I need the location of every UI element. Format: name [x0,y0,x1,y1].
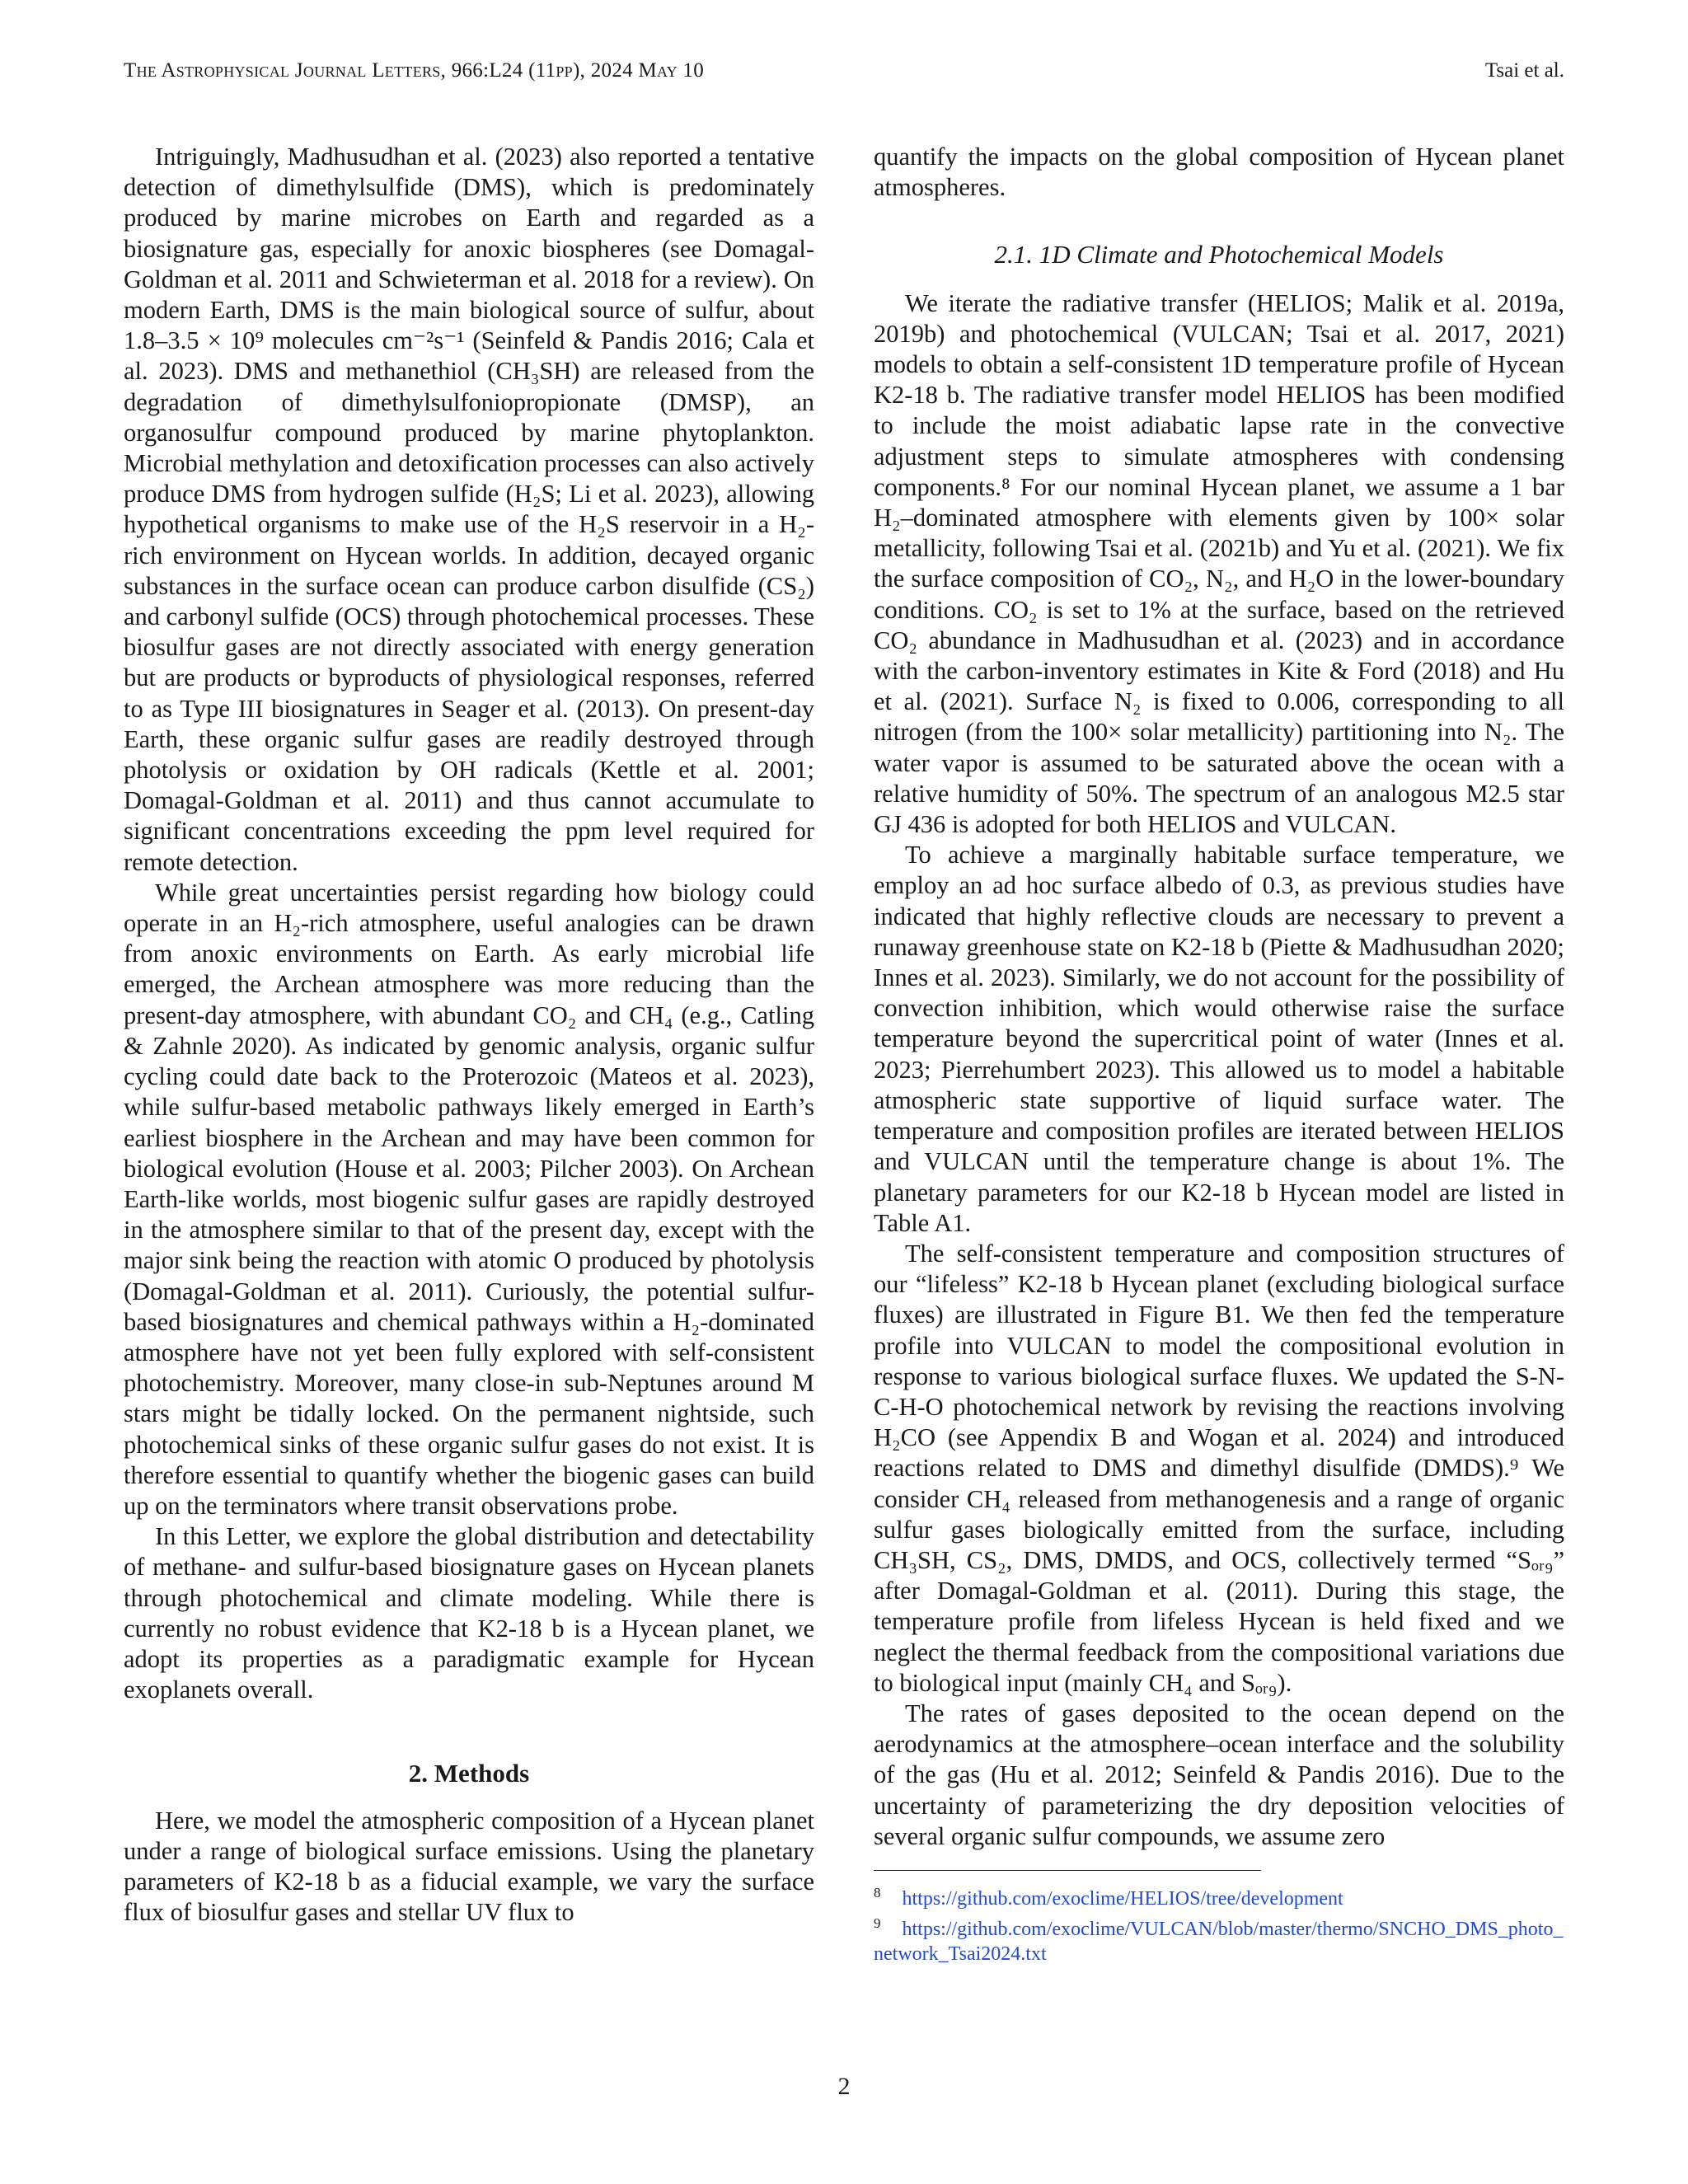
running-header [124,54,1564,87]
paragraph: quantify the impacts on the global composition of Hycean planet atmospheres. [874,143,1564,202]
footnote-link[interactable]: https://github.com/exoclime/HELIOS/tree/development [902,1887,1343,1910]
paragraph: We iterate the radiative transfer (HELIOS; Malik et al. 2019a, 2019b) and photochemical (VULCAN; Tsai et al. 2017, 2021) models to obtain a self-consistent 1D temperature profile of Hycean K2-18 b. The radiative transfer model HELIOS has been modified to include the moist adiabatic lapse rate in the convective adjustment steps to simulate atmospheres with condensing components.⁸ For our nominal Hycean planet, we assume a 1 bar H₂–dominated atmosphere with elements given by 100× solar metallicity, following Tsai et al. (2021b) and Yu et al. (2021). We fix the surface composition of CO₂, N₂, and H₂O in the lower-boundary conditions. CO₂ is set to 1% at the surface, based on the retrieved CO₂ abundance in Madhusudhan et al. (2023) and in accordance with the carbon-inventory estimates in Kite & Ford (2018) and Hu et al. (2021). Surface N₂ is fixed to 0.006, corresponding to all nitrogen (from the 100× solar metallicity) partitioning into N₂. The water vapor is assumed to be saturated above the ocean with a relative humidity of 50%. The spectrum of an analogous M2.5 star GJ 436 is adopted for both HELIOS and VULCAN. [874,288,1564,839]
author-header: Tsai et al. [1484,59,1564,82]
footnote-link[interactable]: https://github.com/exoclime/VULCAN/blob/master/thermo/SNCHO_DMS_photo_network_Tsai2024.txt [874,1918,1564,1965]
footnote-divider [874,1870,1261,1871]
journal-title: The Astrophysical Journal Letters, 966:L24 (11pp), 2024 May 10 [124,59,705,82]
paragraph: Intriguingly, Madhusudhan et al. (2023) also reported a tentative detection of dimethylsulfide (DMS), which is predominately produced by marine microbes on Earth and regarded as a biosignature gas, especially for anoxic biospheres (see Domagal-Goldman et al. 2011 and Schwieterman et al. 2018 for a review). On modern Earth, DMS is the main biological source of sulfur, about 1.8–3.5 × 10⁹ molecules cm⁻²s⁻¹ (Seinfeld & Pandis 2016; Cala et al. 2023). DMS and methanethiol (CH₃SH) are released from the degradation of dimethylsulfoniopropionate (DMSP), an organosulfur compound produced by marine phytoplankton. Microbial methylation and detoxification processes can also actively produce DMS from hydrogen sulfide (H₂S; Li et al. 2023), allowing hypothetical organisms to make use of the H₂S reservoir in a H₂-rich environment on Hycean worlds. In addition, decayed organic substances in the surface ocean can produce carbon disulfide (CS₂) and carbonyl sulfide (OCS) through photochemical processes. These biosulfur gases are not directly associated with energy generation but are products or byproducts of physiological responses, referred to as Type III biosignatures in Seager et al. (2013). On present-day Earth, these organic sulfur gases are readily destroyed through photolysis or oxidation by OH radicals (Kettle et al. 2001; Domagal-Goldman et al. 2011) and thus cannot accumulate to significant concentrations exceeding the ppm level required for remote detection. [124,143,814,876]
footnote-number: 8 [874,1884,881,1900]
left-column [124,142,814,1928]
footnote-number: 9 [874,1915,881,1931]
page-number: 2 [837,2073,851,2100]
paragraph: The self-consistent temperature and composition structures of our “lifeless” K2-18 b Hycean planet (excluding biological surface fluxes) are illustrated in Figure B1. We then fed the temperature profile into VULCAN to model the compositional evolution in response to various biological surface fluxes. We updated the S-N-C-H-O photochemical network by revising the reactions involving H₂CO (see Appendix B and Wogan et al. 2024) and introduced reactions related to DMS and dimethyl disulfide (DMDS).⁹ We consider CH₄ released from methanogenesis and a range of organic sulfur gases biologically emitted from the surface, including CH₃SH, CS₂, DMS, DMDS, and OCS, collectively termed “Sₒᵣ₉” after Domagal-Goldman et al. (2011). During this stage, the temperature profile from lifeless Hycean is held fixed and we neglect the thermal feedback from the compositional variations due to biological input (mainly CH₄ and Sₒᵣ₉). [874,1239,1564,1697]
paragraph: While great uncertainties persist regarding how biology could operate in an H₂-rich atmosphere, useful analogies can be drawn from anoxic environments on Earth. As early microbial life emerged, the Archean atmosphere was more reducing than the present-day atmosphere, with abundant CO₂ and CH₄ (e.g., Catling & Zahnle 2020). As indicated by genomic analysis, organic sulfur cycling could date back to the Proterozoic (Mateos et al. 2023), while sulfur-based metabolic pathways likely emerged in Earth’s earliest biosphere in the Archean and may have been common for biological evolution (House et al. 2003; Pilcher 2003). On Archean Earth-like worlds, most biogenic sulfur gases are rapidly destroyed in the atmosphere similar to that of the present day, except with the major sink being the reaction with atomic O produced by photolysis (Domagal-Goldman et al. 2011). Curiously, the potential sulfur-based biosignatures and chemical pathways within a H₂-dominated atmosphere have not yet been fully explored with self-consistent photochemistry. Moreover, many close-in sub-Neptunes around M stars might be tidally locked. On the permanent nightside, such photochemical sinks of these organic sulfur gases do not exist. It is therefore essential to quantify whether the biogenic gases can build up on the terminators where transit observations probe. [124,878,814,1520]
right-column [874,142,1564,1966]
paragraph: Here, we model the atmospheric composition of a Hycean planet under a range of biological surface emissions. Using the planetary parameters of K2-18 b as a fiducial example, we vary the surface flux of biosulfur gases and stellar UV flux to [124,1806,814,1927]
footnote [874,1881,1564,1911]
paragraph: In this Letter, we explore the global distribution and detectability of methane- and sulfur-based biosignature gases on Hycean planets through photochemical and climate modeling. While there is currently no robust evidence that K2-18 b is a Hycean planet, we adopt its properties as a paradigmatic example for Hycean exoplanets overall. [124,1522,814,1704]
paragraph: The rates of gases deposited to the ocean depend on the aerodynamics at the atmosphere–ocean interface and the solubility of the gas (Hu et al. 2012; Seinfeld & Pandis 2016). Due to the uncertainty of parameterizing the dry deposition velocities of several organic sulfur compounds, we assume zero [874,1699,1564,1850]
subsection-heading: 2.1. 1D Climate and Photochemical Models [994,240,1444,269]
section-heading: 2. Methods [408,1759,530,1788]
paragraph: To achieve a marginally habitable surface temperature, we employ an ad hoc surface albedo of 0.3, as previous studies have indicated that highly reflective clouds are necessary to prevent a runaway greenhouse state on K2-18 b (Piette & Madhusudhan 2020; Innes et al. 2023). Similarly, we do not account for the possibility of convection inhibition, which would otherwise raise the surface temperature beyond the supercritical point of water (Innes et al. 2023; Pierrehumbert 2023). This allowed us to model a habitable atmospheric state supportive of liquid surface water. The temperature and composition profiles are iterated between HELIOS and VULCAN until the temperature change is about 1%. The planetary parameters for our K2-18 b Hycean model are listed in Table A1. [874,841,1564,1237]
footnote [874,1911,1564,1966]
